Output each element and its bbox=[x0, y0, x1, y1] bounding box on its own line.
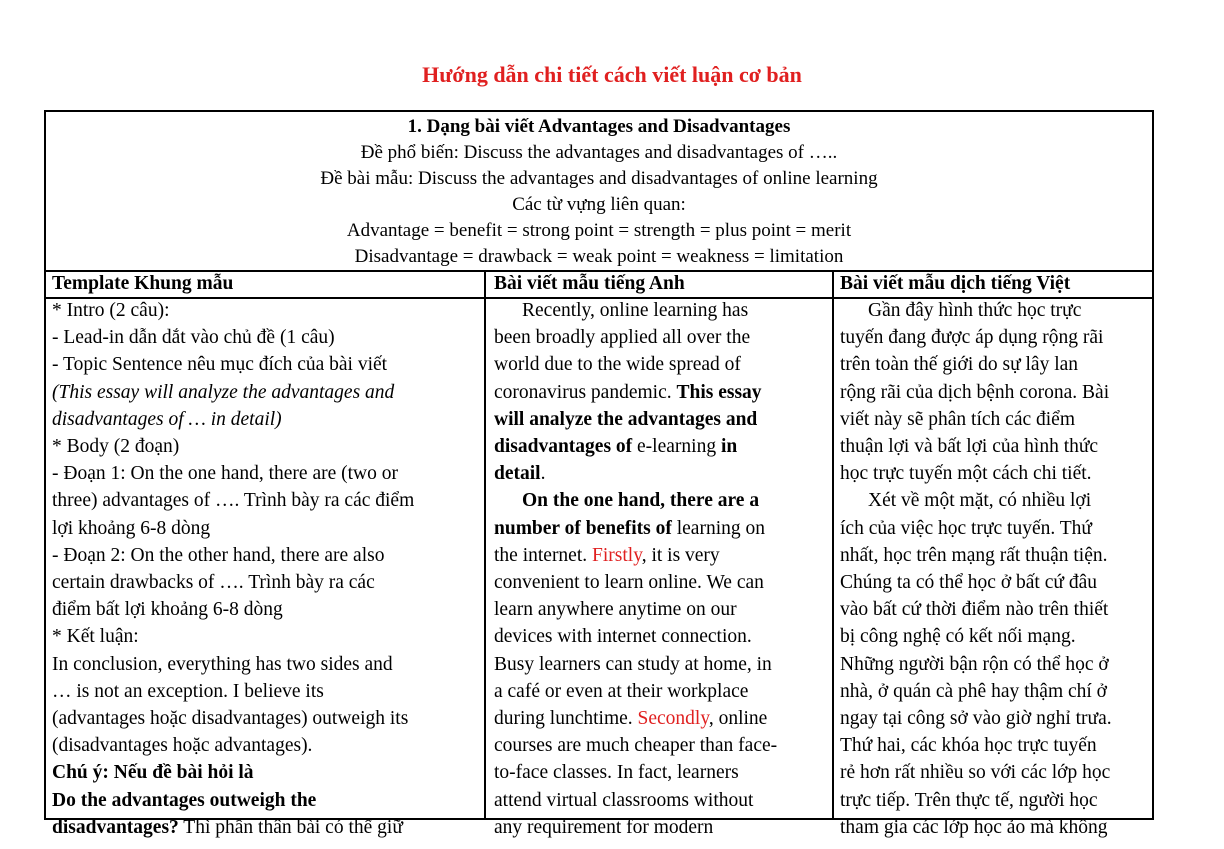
english-line-part: e-learning bbox=[632, 436, 721, 458]
template-intro: * Intro (2 câu): bbox=[52, 300, 170, 321]
vietnamese-line: vào bất cứ thời điểm nào trên thiết bbox=[840, 599, 1109, 621]
essay-guide-table bbox=[44, 110, 1154, 838]
vietnamese-line: nhà, ở quán cà phê hay thậm chí ở bbox=[840, 680, 1107, 702]
vietnamese-line: trực tiếp. Trên thực tế, người học bbox=[840, 789, 1098, 811]
english-line: a café or even at their workplace bbox=[494, 680, 749, 702]
common-topic: Đề phổ biến: Discuss the advantages and disadvantages of ….. bbox=[360, 142, 838, 163]
vietnamese-column-header: Bài viết mẫu dịch tiếng Việt bbox=[840, 273, 1071, 294]
template-para1-c: lợi khoảng 6-8 dòng bbox=[52, 517, 211, 539]
template-para1-a: - Đoạn 1: On the one hand, there are (two or bbox=[52, 463, 399, 485]
template-column bbox=[46, 270, 486, 838]
english-line-part: , it is very bbox=[641, 544, 720, 566]
english-line-part: learning on bbox=[671, 517, 765, 539]
template-concl-b: … is not an exception. I believe its bbox=[52, 680, 324, 702]
english-line: Busy learners can study at home, in bbox=[494, 653, 772, 675]
english-line-part: detail bbox=[494, 463, 541, 485]
english-line: to-face classes. In fact, learners bbox=[494, 762, 739, 784]
vietnamese-line: Gần đây hình thức học trực bbox=[868, 300, 1082, 321]
vietnamese-line: ngay tại công sở vào giờ nghỉ trưa. bbox=[840, 708, 1112, 730]
english-line-part: Firstly bbox=[592, 544, 642, 566]
english-line: learn anywhere anytime on our bbox=[494, 599, 737, 621]
english-line: will analyze the advantages and bbox=[494, 408, 758, 430]
english-line: attend virtual classrooms without bbox=[494, 789, 754, 811]
english-line-part: coronavirus pandemic. bbox=[494, 381, 677, 403]
vietnamese-line: Xét về một mặt, có nhiều lợi bbox=[868, 490, 1092, 512]
english-line-part: This essay bbox=[676, 381, 762, 403]
template-concl-a: In conclusion, everything has two sides and bbox=[52, 653, 393, 675]
english-line-part: . bbox=[540, 463, 546, 485]
vietnamese-line: bị công nghệ có kết nối mạng. bbox=[840, 626, 1076, 648]
english-line: convenient to learn online. We can bbox=[494, 572, 764, 594]
english-line: courses are much cheaper than face- bbox=[494, 735, 778, 757]
sample-topic: Đề bài mẫu: Discuss the advantages and disadvantages of online learning bbox=[320, 168, 878, 189]
template-body: * Body (2 đoạn) bbox=[52, 436, 180, 458]
vietnamese-line: Chúng ta có thể học ở bất cứ đâu bbox=[840, 572, 1097, 594]
vietnamese-line: rẻ hơn rất nhiều so với các lớp học bbox=[840, 762, 1111, 784]
template-para1-b: three) advantages of …. Trình bày ra các điểm bbox=[52, 490, 415, 512]
disadvantage-synonyms: Disadvantage = drawback = weak point = weakness = limitation bbox=[354, 246, 844, 267]
english-line-part: disadvantages of bbox=[494, 436, 633, 458]
english-line: world due to the wide spread of bbox=[494, 354, 741, 376]
english-line-part: the internet. bbox=[494, 544, 593, 566]
english-line: Recently, online learning has bbox=[522, 300, 749, 321]
english-line: been broadly applied all over the bbox=[494, 327, 751, 349]
english-sample-column bbox=[486, 270, 834, 838]
section-header bbox=[46, 112, 1152, 272]
english-line-part: number of benefits of bbox=[494, 517, 672, 539]
advantage-synonyms: Advantage = benefit = strong point = strength = plus point = merit bbox=[346, 220, 852, 241]
english-line-part: in bbox=[720, 436, 738, 458]
english-line-part: , online bbox=[708, 708, 768, 730]
document-title: Hướng dẫn chi tiết cách viết luận cơ bản bbox=[422, 62, 802, 87]
english-line-part: Secondly bbox=[637, 708, 709, 730]
template-topic-example-2: disadvantages of … in detail) bbox=[52, 408, 282, 430]
vietnamese-line: Những người bận rộn có thể học ở bbox=[840, 653, 1109, 675]
vietnamese-sample-column bbox=[834, 270, 1152, 838]
vietnamese-line: nhất, học trên mạng rất thuận tiện. bbox=[840, 544, 1108, 566]
template-conclusion: * Kết luận: bbox=[52, 626, 139, 648]
vietnamese-line: tuyến đang được áp dụng rộng rãi bbox=[840, 327, 1104, 349]
english-line-part: during lunchtime. bbox=[494, 708, 638, 730]
vietnamese-line: học trực tuyến một cách chi tiết. bbox=[840, 463, 1092, 485]
template-para2-c: điểm bất lợi khoảng 6-8 dòng bbox=[52, 599, 283, 621]
english-line: devices with internet connection. bbox=[494, 626, 752, 648]
template-para2-a: - Đoạn 2: On the other hand, there are also bbox=[52, 544, 385, 566]
english-column-header: Bài viết mẫu tiếng Anh bbox=[494, 273, 685, 294]
template-lead-in: - Lead-in dẫn dắt vào chủ đề (1 câu) bbox=[52, 327, 335, 349]
template-concl-d: (disadvantages hoặc advantages). bbox=[52, 735, 313, 757]
template-concl-c: (advantages hoặc disadvantages) outweigh its bbox=[52, 708, 409, 730]
template-note-question-a: Do the advantages outweigh the bbox=[52, 789, 317, 811]
vocab-label: Các từ vựng liên quan: bbox=[512, 194, 686, 215]
section-heading: 1. Dạng bài viết Advantages and Disadvantages bbox=[407, 116, 791, 137]
english-line: any requirement for modern bbox=[494, 816, 714, 838]
template-column-header: Template Khung mẫu bbox=[52, 273, 234, 294]
template-topic-sentence: - Topic Sentence nêu mục đích của bài viết bbox=[52, 354, 388, 376]
vietnamese-line: rộng rãi của dịch bệnh corona. Bài bbox=[840, 381, 1110, 403]
template-topic-example-1: (This essay will analyze the advantages and bbox=[52, 381, 395, 403]
vietnamese-line: ích của việc học trực tuyến. Thứ bbox=[840, 517, 1092, 539]
vietnamese-line: viết này sẽ phân tích các điểm bbox=[840, 408, 1075, 430]
vietnamese-line: tham gia các lớp học ảo mà không bbox=[840, 816, 1108, 838]
template-note-label: Chú ý: Nếu đề bài hỏi là bbox=[52, 762, 254, 784]
vietnamese-line: thuận lợi và bất lợi của hình thức bbox=[840, 436, 1099, 458]
english-line: On the one hand, there are a bbox=[522, 490, 760, 512]
template-note-tail: Thì phần thân bài có thể giữ bbox=[178, 816, 403, 838]
template-note-question-b: disadvantages? bbox=[52, 816, 179, 838]
vietnamese-line: trên toàn thế giới do sự lây lan bbox=[840, 354, 1079, 376]
vietnamese-line: Thứ hai, các khóa học trực tuyến bbox=[840, 735, 1097, 757]
template-para2-b: certain drawbacks of …. Trình bày ra các bbox=[52, 572, 375, 594]
